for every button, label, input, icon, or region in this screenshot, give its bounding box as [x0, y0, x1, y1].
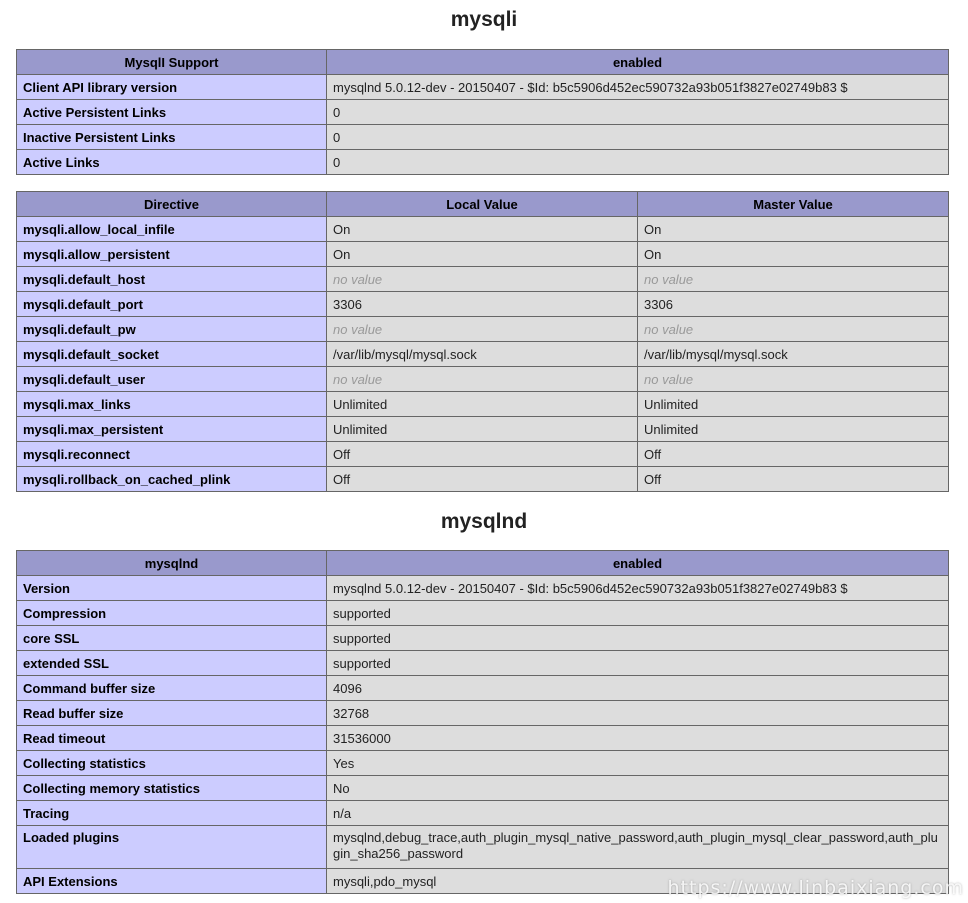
row-value: mysqlnd,debug_trace,auth_plugin_mysql_native_password,auth_plugin_mysql_clear_password,auth_plugin_sha256_password [327, 826, 949, 869]
row-key: core SSL [17, 626, 327, 651]
row-value: Yes [327, 751, 949, 776]
row-value: mysqli,pdo_mysql [327, 869, 949, 894]
master-value: 3306 [638, 292, 949, 317]
local-value: /var/lib/mysql/mysql.sock [327, 342, 638, 367]
master-value: /var/lib/mysql/mysql.sock [638, 342, 949, 367]
mysqlnd-table [16, 550, 949, 894]
no-value-text: no value [333, 321, 383, 337]
row-value: mysqlnd 5.0.12-dev - 20150407 - $Id: b5c5906d452ec590732a93b051f3827e02749b83 $ [327, 576, 949, 601]
row-key: Active Links [17, 150, 327, 175]
row-key: Command buffer size [17, 676, 327, 701]
table-row [17, 701, 949, 726]
row-value: supported [327, 601, 949, 626]
column-header: enabled [327, 551, 949, 576]
column-header: MysqlI Support [17, 50, 327, 75]
no-value-text: no value [644, 371, 694, 387]
local-value: On [327, 217, 638, 242]
row-key: Version [17, 576, 327, 601]
row-value: 32768 [327, 701, 949, 726]
table-header-row [17, 50, 949, 75]
column-header-master-value: Master Value [638, 192, 949, 217]
directive-name: mysqli.allow_local_infile [17, 217, 327, 242]
master-value: Unlimited [638, 392, 949, 417]
directive-name: mysqli.default_user [17, 367, 327, 392]
local-value: Off [327, 442, 638, 467]
master-value [638, 267, 949, 292]
column-header: enabled [327, 50, 949, 75]
table-row [17, 242, 949, 267]
table-row [17, 367, 949, 392]
watermark-text: https://www.linbaixiang.com [667, 877, 964, 899]
table-row [17, 442, 949, 467]
table-row [17, 651, 949, 676]
row-key: Collecting statistics [17, 751, 327, 776]
directive-name: mysqli.allow_persistent [17, 242, 327, 267]
directive-name: mysqli.default_pw [17, 317, 327, 342]
local-value: Unlimited [327, 392, 638, 417]
table-header-row [17, 551, 949, 576]
row-key: Read buffer size [17, 701, 327, 726]
column-header: mysqlnd [17, 551, 327, 576]
table-row [17, 801, 949, 826]
table-row [17, 626, 949, 651]
section-title-mysqlnd: mysqlnd [440, 510, 528, 533]
local-value: Unlimited [327, 417, 638, 442]
table-row [17, 317, 949, 342]
row-key: Client API library version [17, 75, 327, 100]
row-value: 31536000 [327, 726, 949, 751]
local-value: Off [327, 467, 638, 492]
table-row [17, 676, 949, 701]
directive-name: mysqli.reconnect [17, 442, 327, 467]
row-value: 0 [327, 125, 949, 150]
no-value-text: no value [644, 321, 694, 337]
table-row [17, 601, 949, 626]
master-value: Off [638, 467, 949, 492]
table-row [17, 576, 949, 601]
directive-name: mysqli.default_port [17, 292, 327, 317]
row-value: 4096 [327, 676, 949, 701]
master-value: Off [638, 442, 949, 467]
table-row [17, 125, 949, 150]
table-row [17, 751, 949, 776]
no-value-text: no value [333, 271, 383, 287]
row-key: Tracing [17, 801, 327, 826]
local-value [327, 317, 638, 342]
table-row [17, 467, 949, 492]
table-row [17, 776, 949, 801]
directive-name: mysqli.max_persistent [17, 417, 327, 442]
table-row [17, 75, 949, 100]
row-key: Inactive Persistent Links [17, 125, 327, 150]
column-header-local-value: Local Value [327, 192, 638, 217]
master-value: On [638, 242, 949, 267]
row-key: Active Persistent Links [17, 100, 327, 125]
local-value [327, 367, 638, 392]
directive-name: mysqli.rollback_on_cached_plink [17, 467, 327, 492]
table-row [17, 726, 949, 751]
table-row [17, 826, 949, 869]
row-key: API Extensions [17, 869, 327, 894]
table-row [17, 292, 949, 317]
table-row [17, 267, 949, 292]
table-row [17, 342, 949, 367]
row-key: extended SSL [17, 651, 327, 676]
table-header-row [17, 192, 949, 217]
row-value: n/a [327, 801, 949, 826]
row-value: 0 [327, 150, 949, 175]
master-value [638, 317, 949, 342]
mysqli-directives-table [16, 191, 949, 492]
directive-name: mysqli.default_host [17, 267, 327, 292]
no-value-text: no value [644, 271, 694, 287]
row-key: Compression [17, 601, 327, 626]
row-value: 0 [327, 100, 949, 125]
master-value: On [638, 217, 949, 242]
directive-name: mysqli.max_links [17, 392, 327, 417]
table-row [17, 217, 949, 242]
table-row [17, 100, 949, 125]
row-value: supported [327, 651, 949, 676]
local-value: 3306 [327, 292, 638, 317]
row-key: Collecting memory statistics [17, 776, 327, 801]
directive-name: mysqli.default_socket [17, 342, 327, 367]
no-value-text: no value [333, 371, 383, 387]
master-value [638, 367, 949, 392]
table-row [17, 150, 949, 175]
table-row [17, 417, 949, 442]
local-value: On [327, 242, 638, 267]
row-key: Read timeout [17, 726, 327, 751]
master-value: Unlimited [638, 417, 949, 442]
row-value: No [327, 776, 949, 801]
column-header-directive: Directive [17, 192, 327, 217]
row-value: supported [327, 626, 949, 651]
row-value: mysqlnd 5.0.12-dev - 20150407 - $Id: b5c5906d452ec590732a93b051f3827e02749b83 $ [327, 75, 949, 100]
mysqli-support-table [16, 49, 949, 175]
section-title-mysqli: mysqli [450, 8, 518, 31]
table-row [17, 392, 949, 417]
local-value [327, 267, 638, 292]
row-key: Loaded plugins [17, 826, 327, 869]
